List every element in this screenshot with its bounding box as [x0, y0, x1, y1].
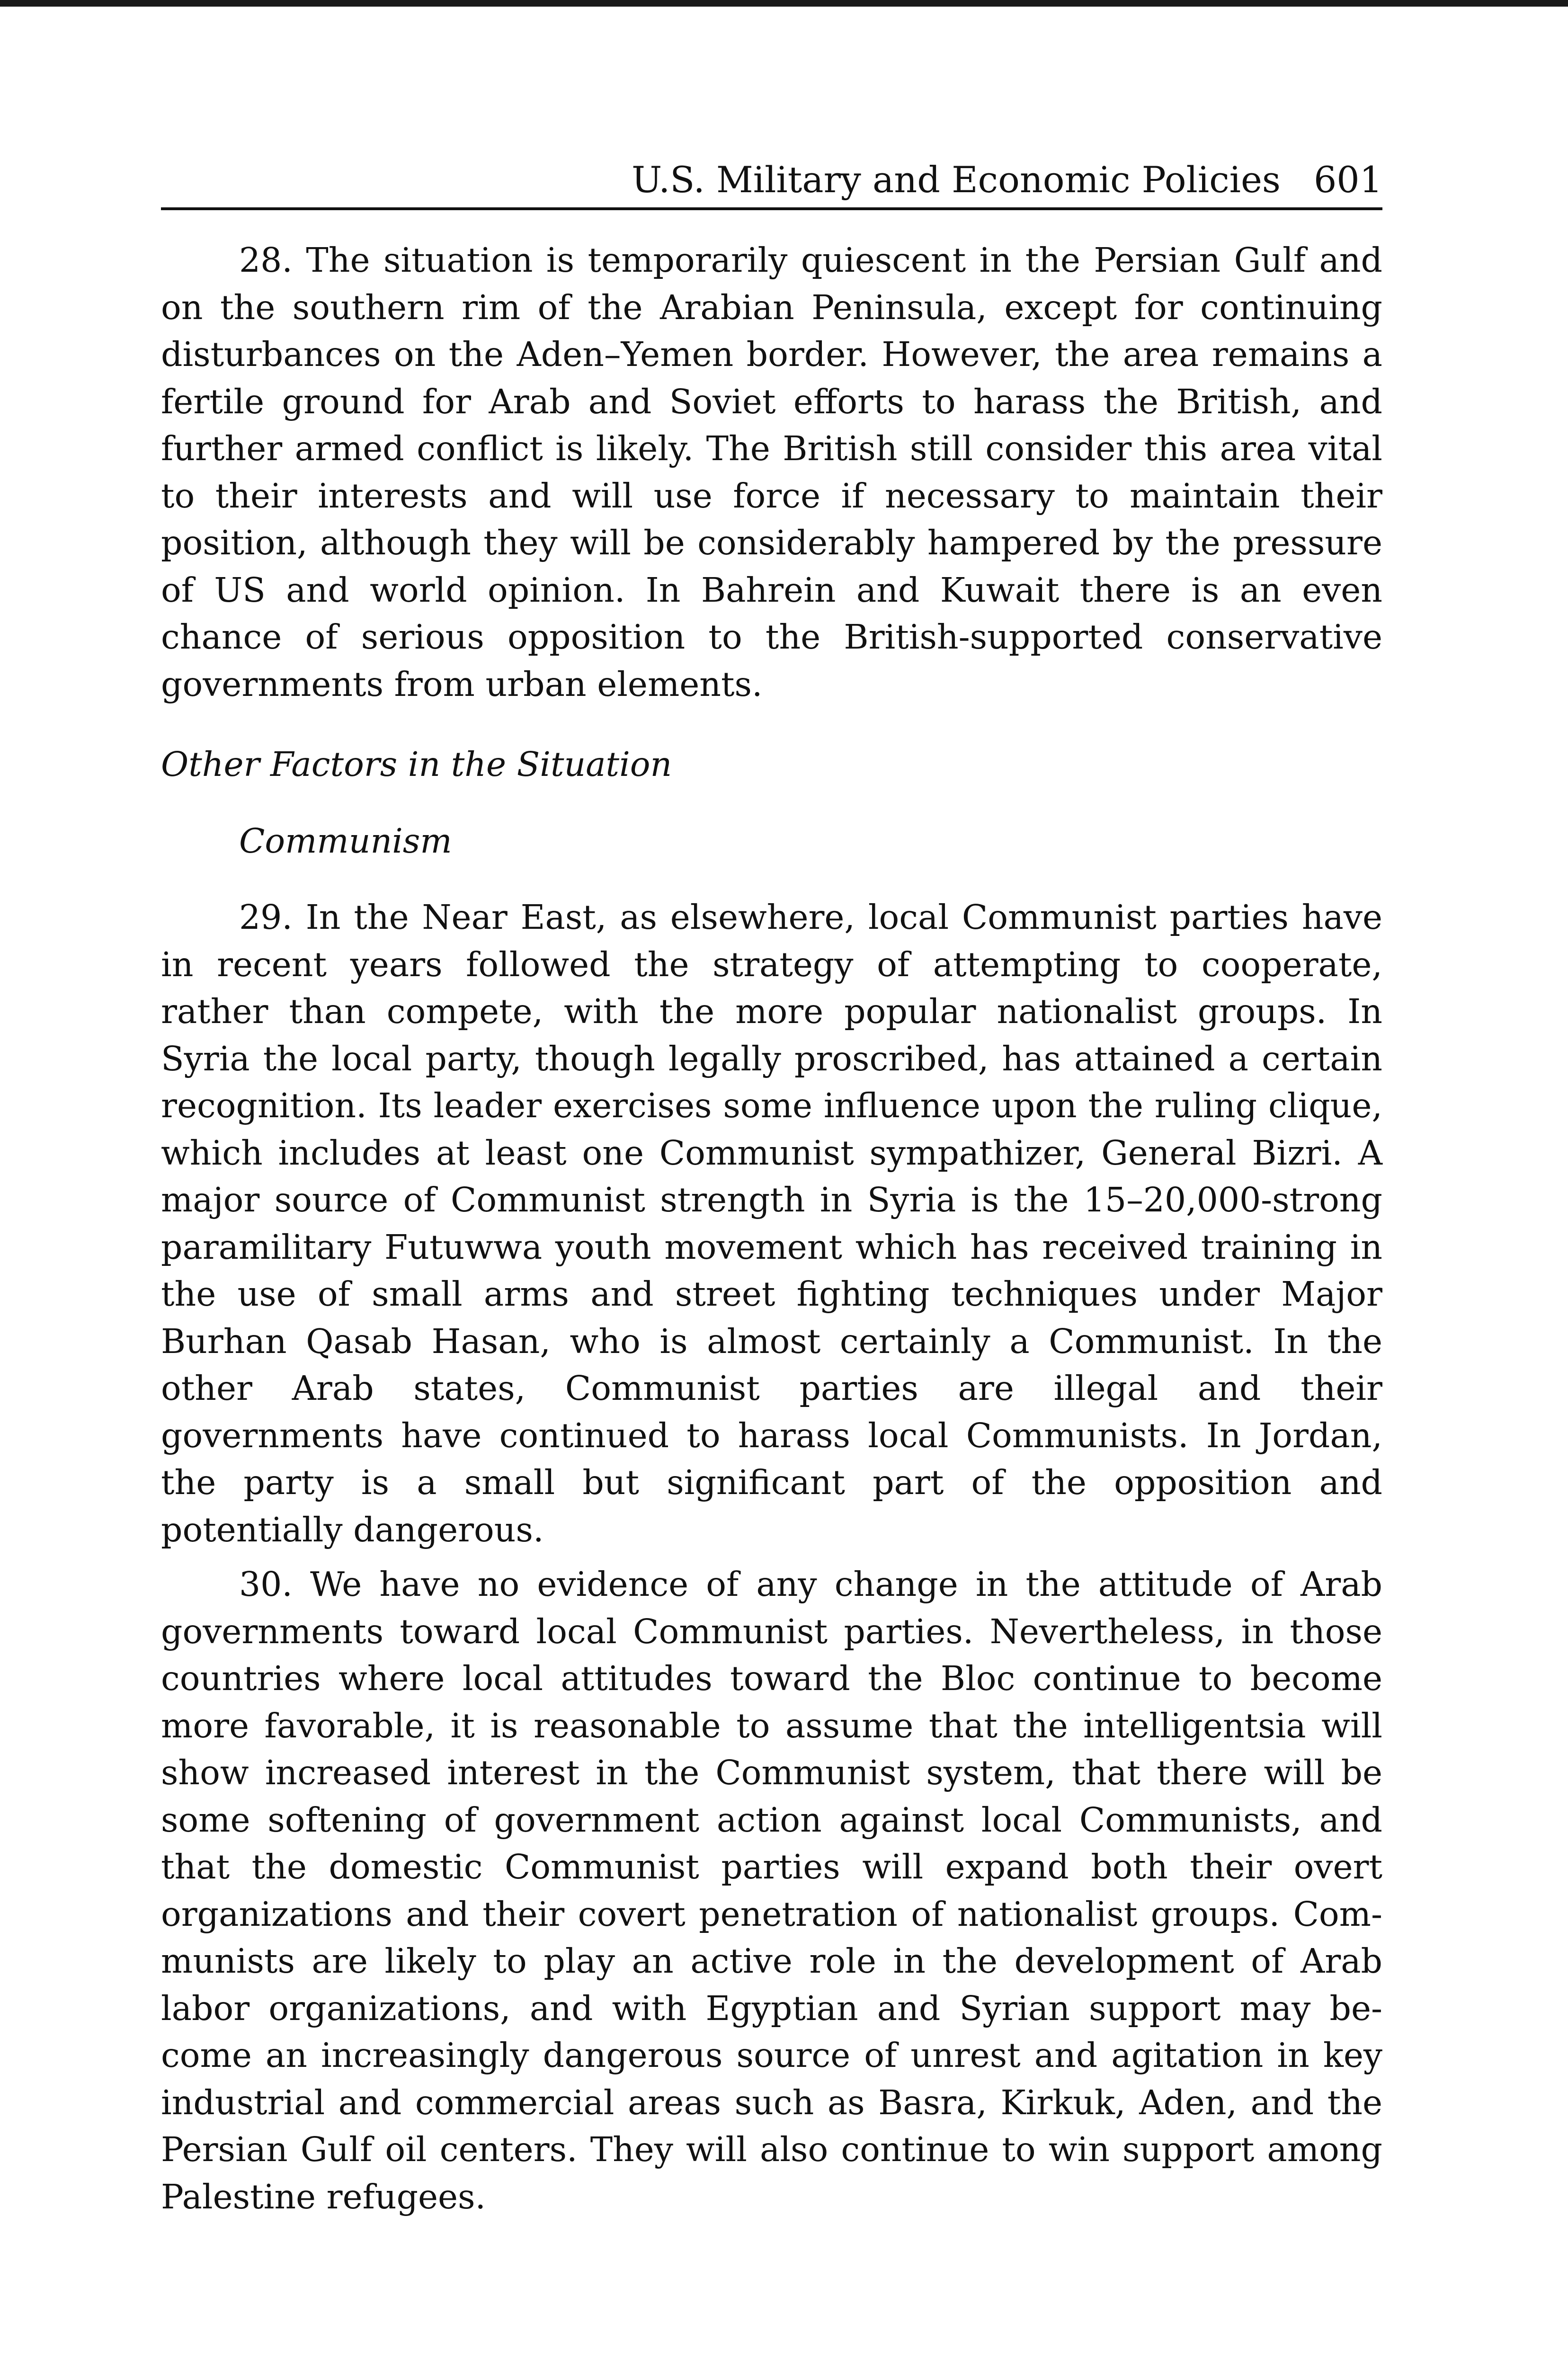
paragraph-30: 30. We have no evidence of any change in the attitude of Arab governments toward local Communist parties. Nevertheless, in those countries where local attitudes toward the Bloc continue to become more favorable, it is reasonable to assume that the intelligentsia will show increased interest in the Communist system, that there will be some softening of government action against local Communists, and that the domestic Communist parties will expand both their overt organizations and their covert penetration of nationalist groups. Communists are likely to play an active role in the development of Arab labor organizations, and with Egyptian and Syrian support may become an increasingly dangerous source of unrest and agitation in key industrial and commercial areas such as Basra, Kirkuk, Aden, and the Persian Gulf oil centers. They will also continue to win support among Palestine refugees.: [161, 1565, 1382, 2216]
page-number: 601: [1313, 159, 1382, 201]
document-body: [161, 237, 1382, 2220]
section-heading: Other Factors in the Situation: [161, 745, 672, 784]
scan-top-edge: [0, 0, 1568, 7]
subsection-heading: Communism: [239, 821, 452, 861]
running-header: [161, 156, 1382, 210]
header-title: U.S. Military and Economic Policies: [632, 159, 1281, 201]
paragraph-29: 29. In the Near East, as elsewhere, local Communist parties have in recent years followed the strategy of attempting to cooperate, rather than compete, with the more popular nationalist groups. In Syria the local party, though legally proscribed, has attained a certain recognition. Its leader exercises some influence upon the ruling clique, which includes at least one Communist sympathizer, General Bizri. A major source of Communist strength in Syria is the 15–20,000-strong paramilitary Futuwwa youth movement which has received training in the use of small arms and street fighting techniques under Major Burhan Qasab Hasan, who is almost certainly a Communist. In the other Arab states, Communist parties are illegal and their governments have continued to harass local Communists. In Jordan, the party is a small but significant part of the opposition and potentially dangerous.: [161, 898, 1382, 1549]
document-page: [161, 156, 1382, 2220]
paragraph-28: 28. The situation is temporarily quiescent in the Persian Gulf and on the southern rim of the Arabian Peninsula, except for continuing disturbances on the Aden–Yemen border. However, the area remains a fertile ground for Arab and Soviet efforts to harass the British, and further armed conflict is likely. The British still consider this area vital to their interests and will use force if necessary to maintain their position, although they will be considerably hampered by the pressure of US and world opinion. In Bahrein and Kuwait there is an even chance of serious opposition to the British-supported conservative governments from urban elements.: [161, 240, 1382, 704]
